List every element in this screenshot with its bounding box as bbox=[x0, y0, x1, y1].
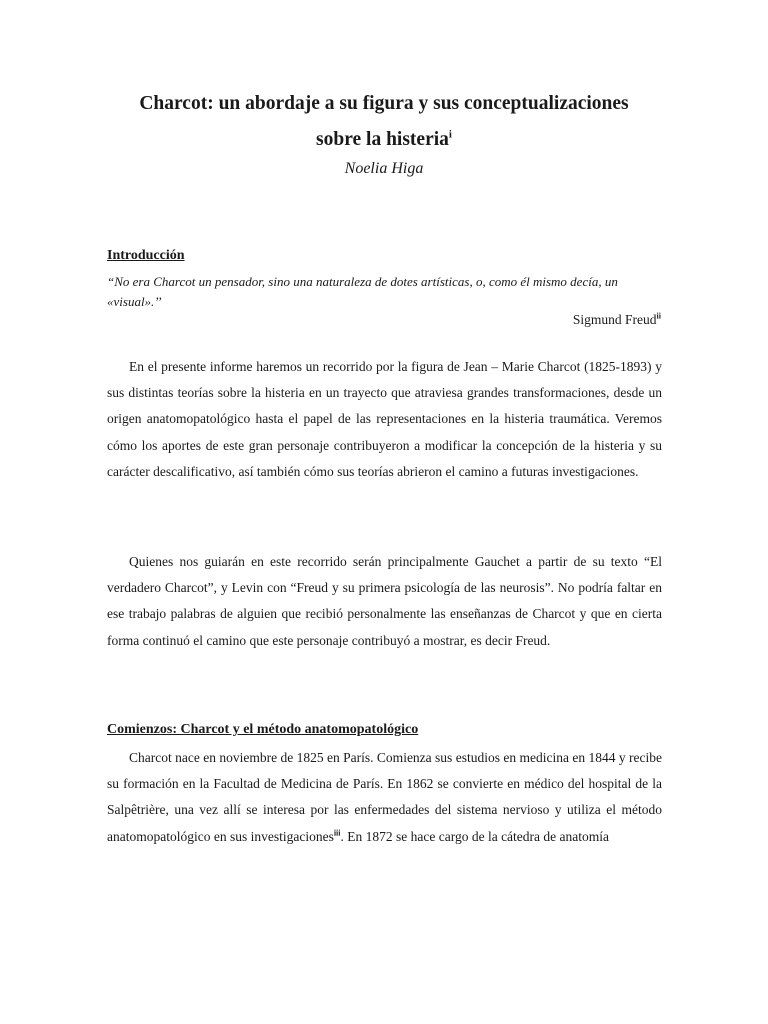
paragraph-2: Quienes nos guiarán en este recorrido serán principalmente Gauchet a partir de su texto “El verdadero Charcot”, y Levin con “Freud y su primera psicología de las neurosis”. No podría faltar en ese trabajo palabras de alguien que recibió personalmente las enseñanzas de Charcot y que en cierta forma continuó el camino que este personaje contribuyó a mostrar, es decir Freud. bbox=[107, 554, 662, 648]
section-heading-comienzos: Comienzos: Charcot y el método anatomopatológico bbox=[107, 722, 419, 737]
document-title bbox=[60, 86, 708, 158]
footnote-ref-iii[interactable]: iii bbox=[333, 828, 341, 838]
paragraph-3-text-a: Charcot nace en noviembre de 1825 en París. Comienza sus estudios en medicina en 1844 y recibe su formación en la Facultad de Medicina de París. En 1862 se convierte en médico del hospital de la Salpêtrière, una vez allí se interesa por las enfermedades del sistema nervioso y utiliza el método anatomopatológico en sus investigaciones bbox=[107, 750, 662, 844]
author-name: Noelia Higa bbox=[344, 160, 424, 177]
epigraph-attribution bbox=[573, 312, 661, 328]
paragraph-3-text-b: . En 1872 se hace cargo de la cátedra de anatomía bbox=[340, 828, 609, 844]
footnote-ref-ii[interactable]: ii bbox=[656, 311, 661, 321]
epigraph-quote: “No era Charcot un pensador, sino una naturaleza de dotes artísticas, o, como él mismo decía, un «visual».’’ bbox=[107, 274, 618, 309]
paragraph-3 bbox=[107, 745, 662, 850]
paragraph-1: En el presente informe haremos un recorrido por la figura de Jean – Marie Charcot (1825-1893) y sus distintas teorías sobre la histeria en un trayecto que atraviesa grandes transformaciones, desde un origen anatomopatológico hasta el papel de las representaciones en la histeria traumática. Veremos cómo los aportes de este gran personaje contribuyeron a modificar la concepción de la histeria y su carácter descalificativo, así también cómo sus teorías abrieron el camino a futuras investigaciones. bbox=[107, 359, 662, 479]
title-line-2 bbox=[60, 122, 708, 158]
title-line-2-text: sobre la histeria bbox=[316, 129, 449, 150]
footnote-ref-i[interactable]: i bbox=[448, 128, 452, 141]
attribution-text: Sigmund Freud bbox=[572, 312, 657, 327]
title-line-1: Charcot: un abordaje a su figura y sus conceptualizaciones bbox=[139, 93, 629, 114]
intro-heading: Introducción bbox=[107, 248, 185, 263]
